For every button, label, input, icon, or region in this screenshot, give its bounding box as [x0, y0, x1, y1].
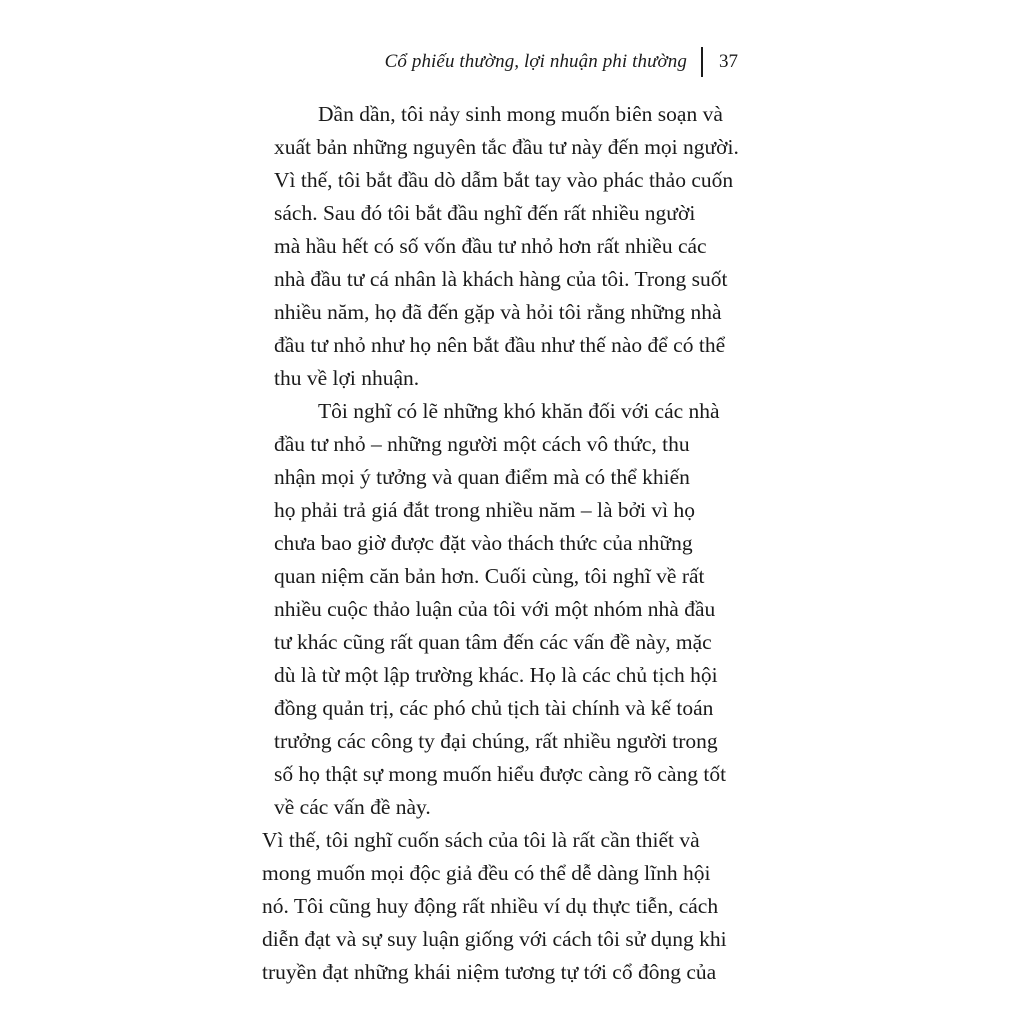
text-line: đầu tư nhỏ như họ nên bắt đầu như thế nào để có thể [274, 333, 726, 357]
text-line: nó. Tôi cũng huy động rất nhiều ví dụ thực tiễn, cách [262, 894, 719, 918]
text-line: trưởng các công ty đại chúng, rất nhiều người trong [274, 729, 718, 753]
text-line: chưa bao giờ được đặt vào thách thức của những [274, 531, 693, 555]
text-line: đồng quản trị, các phó chủ tịch tài chính và kế toán [274, 696, 714, 720]
text-line: nhiều năm, họ đã đến gặp và hỏi tôi rằng những nhà [274, 300, 722, 324]
text-line: số họ thật sự mong muốn hiểu được càng rõ càng tốt [274, 762, 727, 786]
text-line: sách. Sau đó tôi bắt đầu nghĩ đến rất nhiều người [274, 201, 696, 225]
text-line: diễn đạt và sự suy luận giống với cách tôi sử dụng khi [262, 927, 727, 951]
text-line: xuất bản những nguyên tắc đầu tư này đến mọi người. [274, 135, 739, 159]
text-line: họ phải trả giá đắt trong nhiều năm – là bởi vì họ [274, 498, 695, 522]
text-line: mong muốn mọi độc giả đều có thể dễ dàng lĩnh hội [262, 861, 711, 885]
text-line: dù là từ một lập trường khác. Họ là các chủ tịch hội [274, 663, 718, 687]
text-line: đầu tư nhỏ – những người một cách vô thức, thu [274, 432, 690, 456]
text-line: nhiều cuộc thảo luận của tôi với một nhóm nhà đầu [274, 597, 716, 621]
text-line: Tôi nghĩ có lẽ những khó khăn đối với các nhà [318, 399, 720, 423]
running-title: Cổ phiếu thường, lợi nhuận phi thường [384, 51, 687, 72]
page-number: 37 [719, 51, 738, 72]
text-line: nhận mọi ý tưởng và quan điểm mà có thể khiến [274, 465, 690, 489]
text-line: mà hầu hết có số vốn đầu tư nhỏ hơn rất nhiều các [274, 234, 707, 258]
text-line: thu về lợi nhuận. [274, 366, 420, 390]
text-line: truyền đạt những khái niệm tương tự tới cổ đông của [262, 960, 717, 984]
header-divider [701, 47, 703, 77]
text-line: Dần dần, tôi nảy sinh mong muốn biên soạn và [318, 102, 723, 126]
text-line: tư khác cũng rất quan tâm đến các vấn đề này, mặc [274, 630, 712, 654]
page-header [385, 46, 738, 78]
text-line: về các vấn đề này. [274, 795, 431, 819]
text-line: Vì thế, tôi bắt đầu dò dẫm bắt tay vào phác thảo cuốn [274, 168, 734, 192]
text-line: nhà đầu tư cá nhân là khách hàng của tôi. Trong suốt [274, 267, 728, 291]
text-line: Vì thế, tôi nghĩ cuốn sách của tôi là rất cần thiết và [262, 828, 700, 852]
text-line: quan niệm căn bản hơn. Cuối cùng, tôi nghĩ về rất [274, 564, 705, 588]
